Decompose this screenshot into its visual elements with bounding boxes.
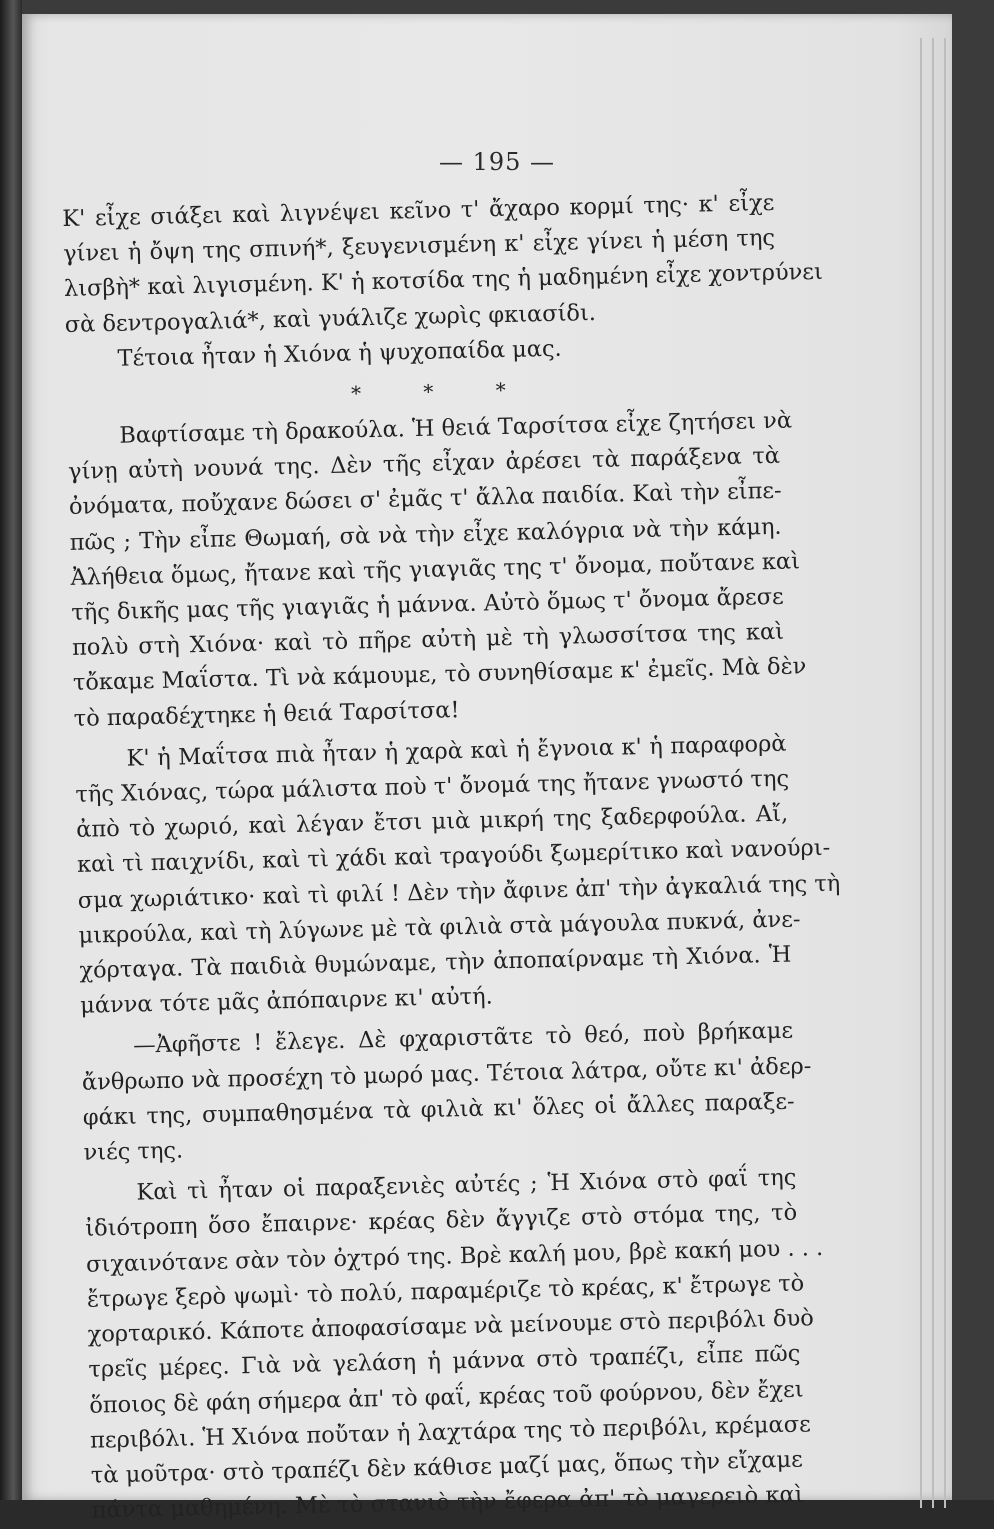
text-line: πολὺ στὴ Χιόνα· καὶ τὸ πῆρε αὐτὴ μὲ τὴ γλωσσίτσα της καὶ — [71, 618, 785, 662]
text-line: πῶς ; Τὴν εἶπε Θωμαή, σὰ νὰ τὴν εἶχε καλόγρια νὰ τὴν κάμη. — [69, 513, 782, 556]
paragraph-5 — [81, 1014, 812, 1171]
text-line: λισβὴ* καὶ λιγισμένη. Κ' ἡ κοτσίδα της ἡ μαδημένη εἶχε χοντρύνει — [63, 259, 824, 303]
text-line: τῆς δικῆς μας τῆς γιαγιᾶς ἡ μάννα. Αὐτὸ ὅμως τ' ὄνομα ἄρεσε — [71, 583, 784, 626]
text-line: μάννα τότε μᾶς ἀπόπαιρνε κι' αὐτή. — [79, 983, 493, 1020]
text-line: τὄκαμε Μαΐστα. Τὶ νὰ κάμουμε, τὸ συνηθίσαμε κ' ἐμεῖς. Μὰ δὲν — [72, 653, 807, 697]
text-line: χορταρικό. Κάποτε ἀποφασίσαμε νὰ μείνουμε στὸ περιβόλι δυὸ — [87, 1305, 815, 1348]
text-line: φάκι της, συμπαθησμένα τὰ φιλιὰ κι' ὅλες οἱ ἄλλες παραξε- — [82, 1088, 795, 1131]
text-line: γίνῃ αὐτὴ νουνά της. Δὲν τῆς εἶχαν ἀρέσει τὰ παράξενα τὰ — [67, 442, 781, 486]
text-line: σὰ δεντρογαλιά*, καὶ γυάλιζε χωρὶς φκιασίδι. — [64, 299, 597, 338]
book-spine-shadow — [0, 0, 22, 1500]
section-break-asterisks: * * * — [350, 377, 535, 406]
paragraph-6 — [84, 1161, 824, 1529]
text-line: σιχαινότανε σὰν τὸν ὀχτρό της. Βρὲ καλή μου, βρὲ κακή μου . . . — [85, 1234, 824, 1278]
text-line: ὅποιος δὲ φάη σήμερα ἀπ' τὸ φαΐ, κρέας τοῦ φούρνου, δὲν ἔχει — [89, 1375, 804, 1419]
text-line: ἔτρωγε ξερὸ ψωμὶ· τὸ πολύ, παραμέριζε τὸ κρέας, κ' ἔτρωγε τὸ — [86, 1270, 805, 1313]
text-line: τὸ παραδέχτηκε ἡ θειά Ταρσίτσα! — [73, 696, 460, 732]
text-line: πάντα μαθημένη. Μὲ τὸ στανιὸ τὴν ἔφερα ἀπ' τὸ μαγερειὸ καὶ — [91, 1481, 804, 1524]
text-line: μικρούλα, καὶ τὴ λύγωνε μὲ τὰ φιλιὰ στὰ μάγουλα πυκνά, ἀνε- — [78, 906, 801, 949]
text-line: Καὶ τὶ ἦταν οἱ παραξενιὲς αὐτές ; Ἡ Χιόνα στὸ φαΐ της — [136, 1164, 797, 1206]
text-line: τρεῖς μέρες. Γιὰ νὰ γελάση ἡ μάννα στὸ τραπέζι, εἶπε πῶς — [88, 1340, 801, 1383]
text-line: Βαφτίσαμε τὴ δρακούλα. Ἡ θειά Ταρσίτσα εἶχε ζητήσει νὰ — [119, 407, 793, 449]
text-line: —Ἀφῆστε ! ἔλεγε. Δὲ φχαριστᾶτε τὸ θεό, ποὺ βρήκαμε — [132, 1018, 794, 1060]
text-line: τὰ μοῦτρα· στὸ τραπέζι δὲν κάθισε μαζί μας, ὅπως τὴν εἴχαμε — [90, 1446, 804, 1489]
paragraph-3 — [67, 404, 807, 737]
text-line: ἰδιότροπη ὅσο ἔπαιρνε· κρέας δὲν ἄγγιζε στὸ στόμα της, τὸ — [85, 1200, 798, 1243]
text-line: Κ' ἡ Μαΐτσα πιὰ ἦταν ἡ χαρὰ καὶ ἡ ἔγνοια κ' ἡ παραφορὰ — [126, 730, 787, 772]
text-line: ἀπὸ τὸ χωριό, καὶ λέγαν ἔτσι μιὰ μικρή της ξαδερφούλα. Αἴ, — [75, 800, 789, 844]
text-line: χόρταγα. Τὰ παιδιὰ θυμώναμε, τὴν ἀποπαίρναμε τὴ Χιόνα. Ἡ — [79, 941, 792, 984]
text-line: περιβόλι. Ἡ Χιόνα ποὔταν ἡ λαχτάρα της τὸ περιβόλι, κρέμασε — [89, 1411, 811, 1454]
text-line: ὀνόματα, ποὔχανε δώσει σ' ἐμᾶς τ' ἄλλα παιδία. Καὶ τὴν εἶπε- — [68, 478, 782, 521]
text-line: νιές της. — [83, 1137, 184, 1166]
text-line: γίνει ἡ ὄψη της σπινή*, ξευγενισμένη κ' εἶχε γίνει ἡ μέση της — [62, 225, 776, 268]
page-edge-line — [944, 38, 946, 1508]
text-line: καὶ τὶ παιχνίδι, καὶ τὶ χάδι καὶ τραγούδι ξωμερίτικο καὶ νανούρι- — [76, 835, 831, 879]
paragraph-1 — [62, 186, 824, 343]
text-line: Ἀλήθεια ὅμως, ἤτανε καὶ τῆς γιαγιᾶς της τ' ὄνομα, ποὔτανε καὶ — [70, 548, 801, 591]
text-line: Κ' εἶχε σιάξει καὶ λιγνέψει κεῖνο τ' ἄχαρο κορμί της· κ' εἶχε — [62, 189, 775, 232]
page-number: — 195 — — [438, 148, 556, 176]
page-edge-line — [920, 38, 922, 1508]
text-line: σμα χωριάτικο· καὶ τὶ φιλί ! Δὲν τὴν ἄφινε ἀπ' τὴν ἀγκαλιά της τὴ — [77, 870, 841, 914]
paragraph-4 — [74, 727, 841, 1025]
text-line: Τέτοια ἦταν ἡ Χιόνα ἡ ψυχοπαίδα μας. — [117, 335, 562, 372]
text-line: τῆς Χιόνας, τώρα μάλιστα ποὺ τ' ὄνομά της ἤτανε γνωστό της — [75, 765, 790, 808]
page-edge-line — [932, 38, 934, 1508]
page-body-text — [62, 186, 841, 1529]
text-line: ἄνθρωπο νὰ προσέχη τὸ μωρό μας. Τέτοια λάτρα, οὔτε κι' ἀδερ- — [81, 1052, 812, 1096]
